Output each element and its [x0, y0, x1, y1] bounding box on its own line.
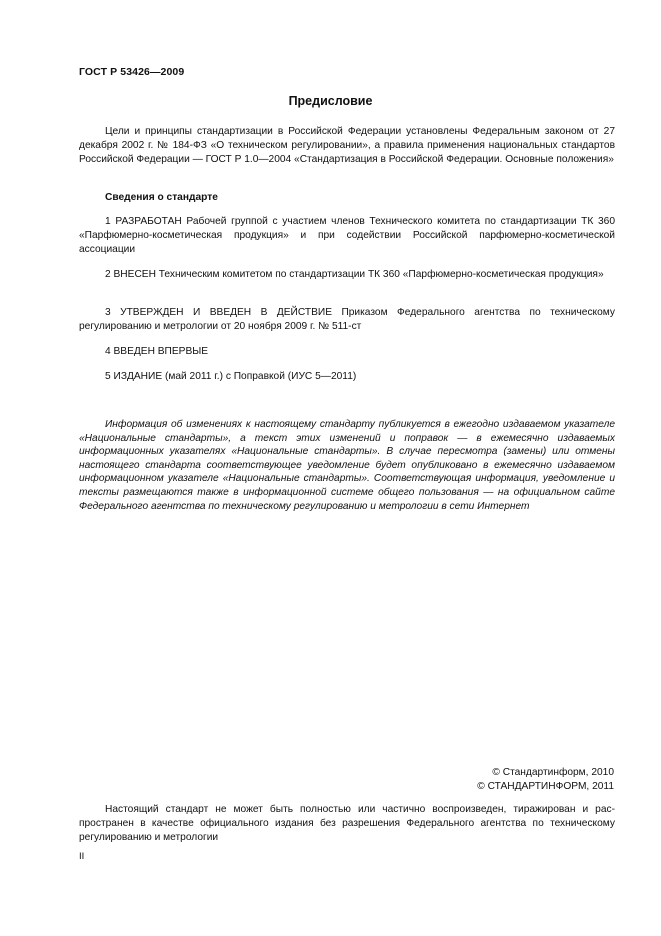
- item-first-time: 4 ВВЕДЕН ВПЕРВЫЕ: [105, 346, 209, 357]
- copyright-2011: © СТАНДАРТИНФОРМ, 2011: [477, 781, 614, 792]
- reproduction-notice: Настоящий стандарт не может быть полностью или частично воспроизведен, тиражирован и распространен в качестве официального издания без разрешения Федерального агентства по техническому регулированию и метрологии: [79, 804, 615, 843]
- changes-info: Информация об изменениях к настоящему стандарту публикуется в ежегодно издаваемом указателе «Национальные стандарты», а текст этих изменений и поправок — в ежемесячно издаваемых информационных указателях «Национальные стандарты». В случае пересмотра (замены) или отмены настоящего стандарта соответствующее уведомление будет опубликовано в ежемесячно издаваемом информационном указателе «Национальные стандарты». Соответствующая информация, уведомление и тексты размещаются также в информационной системе общего пользования — на официальном сайте Федерального агентства по техническому регулированию и метрологии в сети Интернет: [79, 419, 615, 512]
- page-number: II: [79, 851, 85, 862]
- copyright-2010: © Стандартинформ, 2010: [492, 767, 614, 778]
- item-developed: 1 РАЗРАБОТАН Рабочей группой с участием членов Технического комитета по стандартизации ТК 360 «Парфюмерно-косметическая продукция» и при содействии Российской парфюмерно-косметической ассоциации: [79, 216, 615, 255]
- item-introduced: 2 ВНЕСЕН Техническим комитетом по стандартизации ТК 360 «Парфюмерно-косметическая продукция»: [105, 269, 604, 280]
- item-edition: 5 ИЗДАНИЕ (май 2011 г.) с Поправкой (ИУС 5—2011): [105, 371, 357, 382]
- info-heading: Сведения о стандарте: [105, 192, 218, 203]
- item-approved: 3 УТВЕРЖДЕН И ВВЕДЕН В ДЕЙСТВИЕ Приказом Федерального агентства по техническому регулированию и метрологии от 20 ноября 2009 г. № 511-ст: [79, 307, 615, 332]
- preface-intro: Цели и принципы стандартизации в Российской Федерации установлены Федеральным законом от 27 декабря 2002 г. № 184-ФЗ «О техническом регулировании», а правила применения национальных стандартов Российской Федерации — ГОСТ Р 1.0—2004 «Стандартизация в Российской Федерации. Основные положения»: [79, 126, 615, 165]
- page-title: Предисловие: [288, 94, 373, 108]
- doc-code: ГОСТ Р 53426—2009: [79, 66, 185, 78]
